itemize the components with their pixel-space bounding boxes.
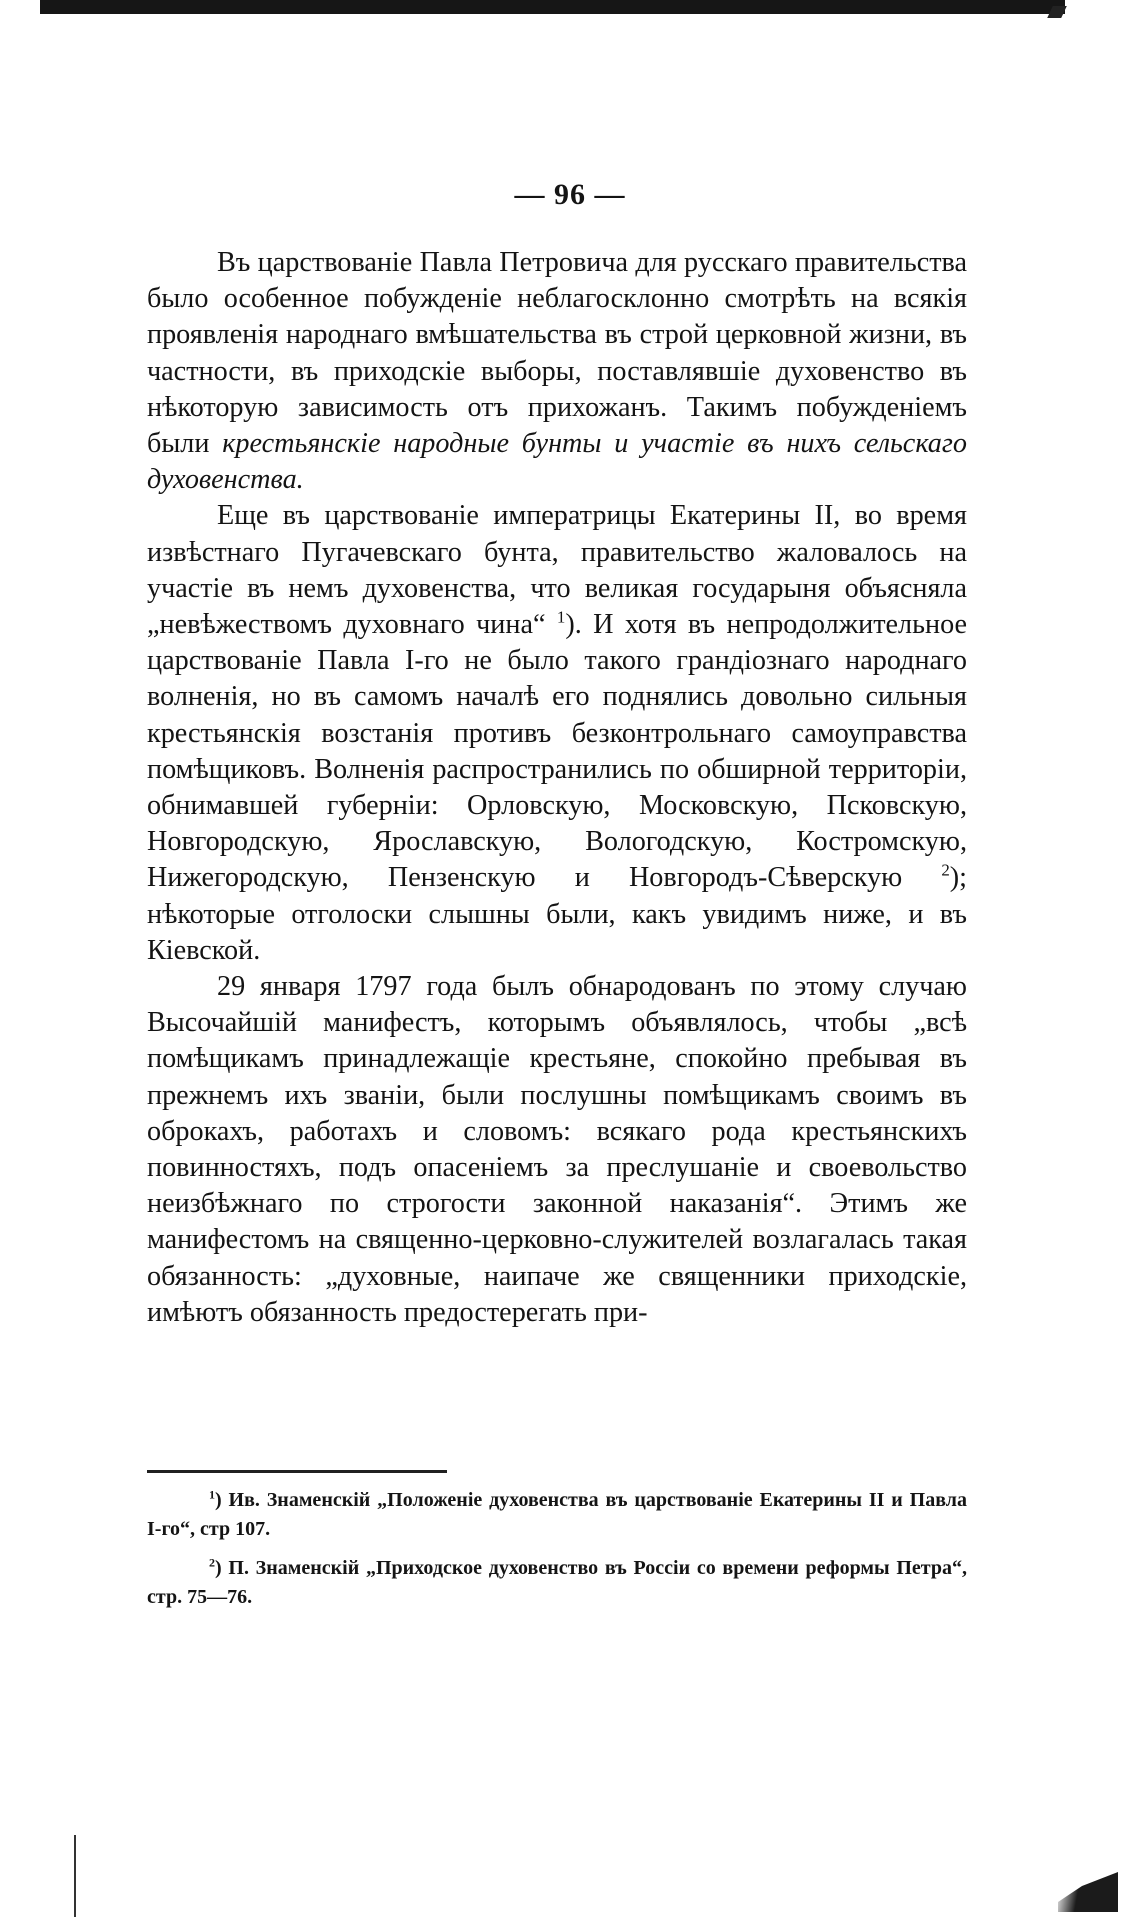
scan-corner-smudge (1058, 1872, 1118, 1912)
paragraph-3: 29 января 1797 года былъ обнародованъ по этому случаю Высочайшій манифестъ, которымъ объявлялось, чтобы „всѣ помѣщикамъ принадлежащіе крестьяне, спокойно пребывая въ прежнемъ ихъ званіи, были послушны помѣщикамъ своимъ въ оброкахъ, работахъ и словомъ: всякаго рода крестьянскихъ повинностяхъ, подъ опасеніемъ за преслушаніе и своевольство неизбѣжнаго по строгости законной наказанія“. Этимъ же манифестомъ на священно-церковно-служителей возлагалась такая обязанность: „духовные, наипаче же священники приходскіе, имѣютъ обязанность предостерегать при- (147, 971, 967, 1328)
footnote-1 (147, 1486, 967, 1544)
paragraph-2-text-a: Еще въ царствованіе императрицы Екатерины II, во время извѣстнаго Пугачевскаго бунта, правительство жаловалось на участіе въ немъ духовенства, что великая государыня объясняла „невѣжествомъ духовнаго чина“ (147, 500, 967, 641)
footnote-1-marker: 1 (209, 1487, 215, 1502)
scan-edge-line (74, 1835, 76, 1917)
paragraph-1-italic: крестьянскіе народные бунты и участіе въ нихъ сельскаго духовенства. (147, 428, 967, 496)
paragraph-2 (147, 498, 967, 969)
paragraph-2-text-b: ). И хотя въ непродолжительное царствованіе Павла І-го не было такого грандіознаго народнаго волненія, но въ самомъ началѣ его поднялись довольно сильныя крестьянскія возстанія противъ безконтрольнаго самоуправства помѣщиковъ. Волненія распространились по обширной территоріи, обнимавшей губерніи: Орловскую, Московскую, Псковскую, Новгородскую, Ярославскую, Вологодскую, Костромскую, Нижегородскую, Пензенскую и Новгородъ-Сѣверскую (147, 609, 968, 894)
footnote-2-marker: 2 (209, 1555, 215, 1570)
footnote-divider (147, 1470, 447, 1473)
paragraph-1-text: Въ царствованіе Павла Петровича для русскаго правительства было особенное побужденіе неблагосклонно смотрѣть на всякія проявленія народнаго вмѣшательства въ строй церковной жизни, въ частности, въ приходскіе выборы, поставлявшіе духовенство въ нѣкоторую зависимость отъ прихожанъ. Такимъ побужденіемъ были (147, 247, 967, 460)
page-number: — 96 — (514, 178, 626, 211)
paragraph-2-text-c: ); нѣкоторые отголоски слышны были, какъ увидимъ ниже, и въ Кіевской. (147, 862, 967, 966)
footnotes (147, 1486, 967, 1622)
footnote-ref-1: 1 (556, 607, 566, 627)
top-border-rule (40, 0, 1065, 14)
footnote-ref-2: 2 (941, 861, 950, 881)
footnote-1-text: ) Ив. Знаменскій „Положеніе духовенства въ царствованіе Екатерины II и Павла І-го“, стр 107. (147, 1489, 967, 1540)
footnote-2-text: ) П. Знаменскій „Приходское духовенство въ Россіи со времени реформы Петра“, стр. 75—76. (147, 1557, 967, 1608)
paragraph-1 (147, 245, 967, 498)
footnote-2 (147, 1554, 967, 1612)
main-text (147, 245, 967, 1331)
